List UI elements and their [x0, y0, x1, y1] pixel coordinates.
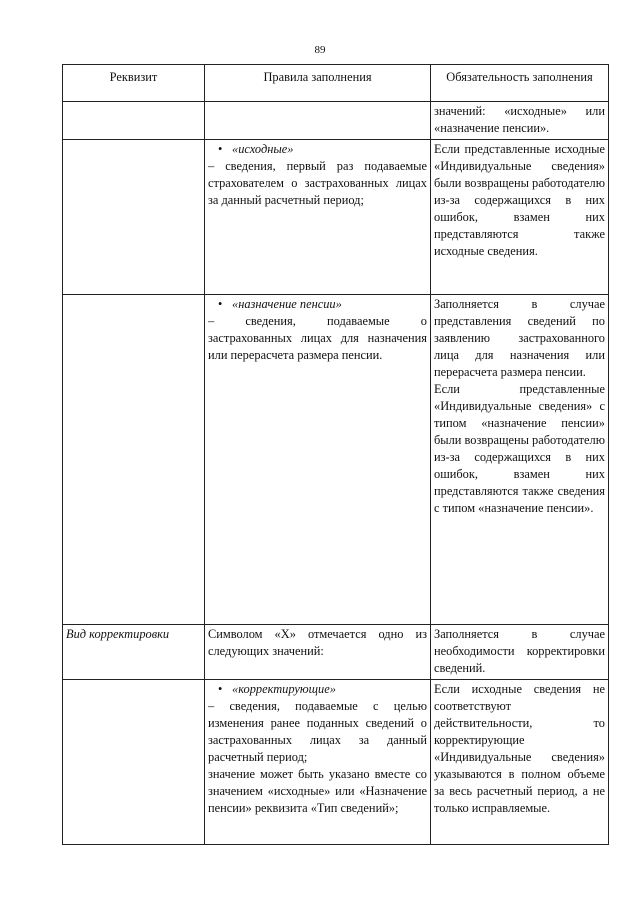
- table-row: [63, 295, 609, 625]
- cell-requisite: Вид корректировки: [63, 625, 205, 680]
- cell-requisite: [63, 140, 205, 295]
- header-obligation: Обязательность заполнения: [431, 65, 609, 102]
- cell-obligation: значений: «исходные» или «назначение пенсии».: [431, 102, 609, 140]
- rule-text: – сведения, подаваемые с целью изменения ранее поданных сведений о застрахованных лицах за данный расчетный период;: [208, 699, 427, 764]
- rule-text: – сведения, первый раз подаваемые страхователем о застрахованных лицах за данный расчетный период;: [208, 159, 427, 207]
- bullet-icon: •: [218, 682, 223, 696]
- term-label: «корректирующие»: [232, 682, 336, 696]
- cell-rules: [205, 295, 431, 625]
- cell-obligation: [431, 295, 609, 625]
- cell-rules: [205, 680, 431, 845]
- cell-obligation: Если исходные сведения не соответствуют действительности, то корректирующие «Индивидуальные сведения» указываются в полном объеме за весь расчетный период, а не только исправляемые.: [431, 680, 609, 845]
- header-fill-rules: Правила заполнения: [205, 65, 431, 102]
- rule-note: значение может быть указано вместе со значением «исходные» или «Назначение пенсии» реквизита «Тип сведений»;: [208, 767, 427, 815]
- bullet-icon: •: [218, 142, 223, 156]
- table-row: [63, 625, 609, 680]
- bullet-icon: •: [218, 297, 223, 311]
- cell-rules: [205, 102, 431, 140]
- cell-requisite: [63, 295, 205, 625]
- cell-rules: [205, 140, 431, 295]
- rule-text: – сведения, подаваемые о застрахованных лицах для назначения или перерасчета размера пенсии.: [208, 314, 427, 362]
- cell-requisite: [63, 680, 205, 845]
- term-label: «исходные»: [232, 142, 294, 156]
- cell-obligation: Заполняется в случае необходимости корректировки сведений.: [431, 625, 609, 680]
- table-row: [63, 102, 609, 140]
- cell-obligation: Если представленные исходные «Индивидуальные сведения» были возвращены работодателю из-за содержащихся в них ошибок, взамен них представляются также исходные сведения.: [431, 140, 609, 295]
- header-requisite: Реквизит: [63, 65, 205, 102]
- term-label: «назначение пенсии»: [232, 297, 342, 311]
- cell-rules: Символом «Х» отмечается одно из следующих значений:: [205, 625, 431, 680]
- table-row: [63, 680, 609, 845]
- obligation-paragraph: Если представленные «Индивидуальные сведения» с типом «назначение пенсии» были возвращены работодателю из-за содержащихся в них ошибок, взамен них представляются также сведения с типом «назначение пенсии».: [434, 382, 605, 515]
- obligation-paragraph: Заполняется в случае представления сведений по заявлению застрахованного лица для назначения или перерасчета размера пенсии.: [434, 297, 605, 379]
- table-header-row: [63, 65, 609, 102]
- page-number: 89: [314, 44, 326, 56]
- requisites-table: [62, 64, 609, 845]
- table-row: [63, 140, 609, 295]
- cell-requisite: [63, 102, 205, 140]
